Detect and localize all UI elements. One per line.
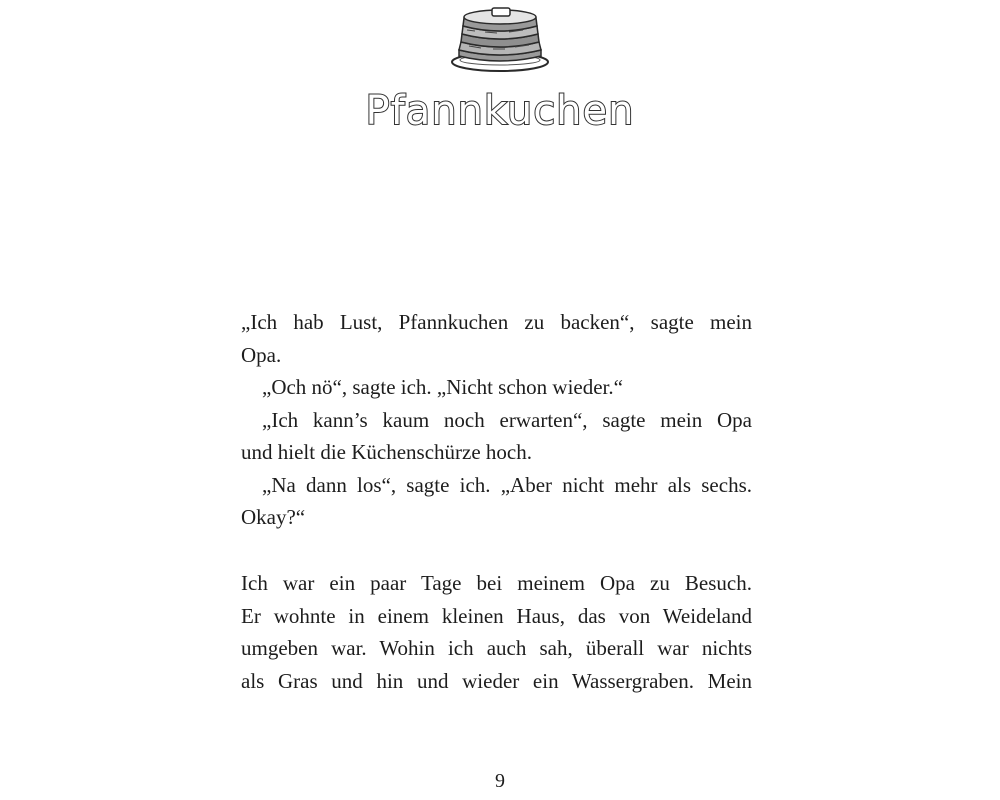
text-line: als Gras und hin und wieder ein Wassergraben. Mein — [241, 668, 752, 693]
text-line: Ich war ein paar Tage bei meinem Opa zu Besuch. — [241, 571, 752, 595]
page-number: 9 — [495, 770, 505, 792]
text-line: Opa. — [241, 342, 282, 367]
text-line: Okay?“ — [241, 505, 306, 529]
chapter-illustration — [445, 2, 555, 76]
paragraph-block-1 — [241, 306, 752, 534]
chapter-title: Pfannkuchen — [365, 88, 635, 134]
text-line: und hielt die Küchenschürze hoch. — [241, 440, 532, 464]
text-line: „Ich hab Lust, Pfannkuchen zu backen“, sagte mein — [241, 310, 752, 334]
text-line: Er wohnte in einem kleinen Haus, das von Weideland — [241, 603, 752, 628]
text-line: „Ich kann’s kaum noch erwarten“, sagte mein Opa — [262, 407, 752, 432]
paragraph-block-2 — [241, 567, 752, 697]
text-line: „Na dann los“, sagte ich. „Aber nicht mehr als sechs. — [262, 472, 752, 497]
text-line: „Och nö“, sagte ich. „Nicht schon wieder.“ — [262, 375, 623, 399]
text-line: umgeben war. Wohin ich auch sah, überall war nichts — [241, 636, 752, 660]
pancake-stack-icon — [445, 2, 555, 76]
